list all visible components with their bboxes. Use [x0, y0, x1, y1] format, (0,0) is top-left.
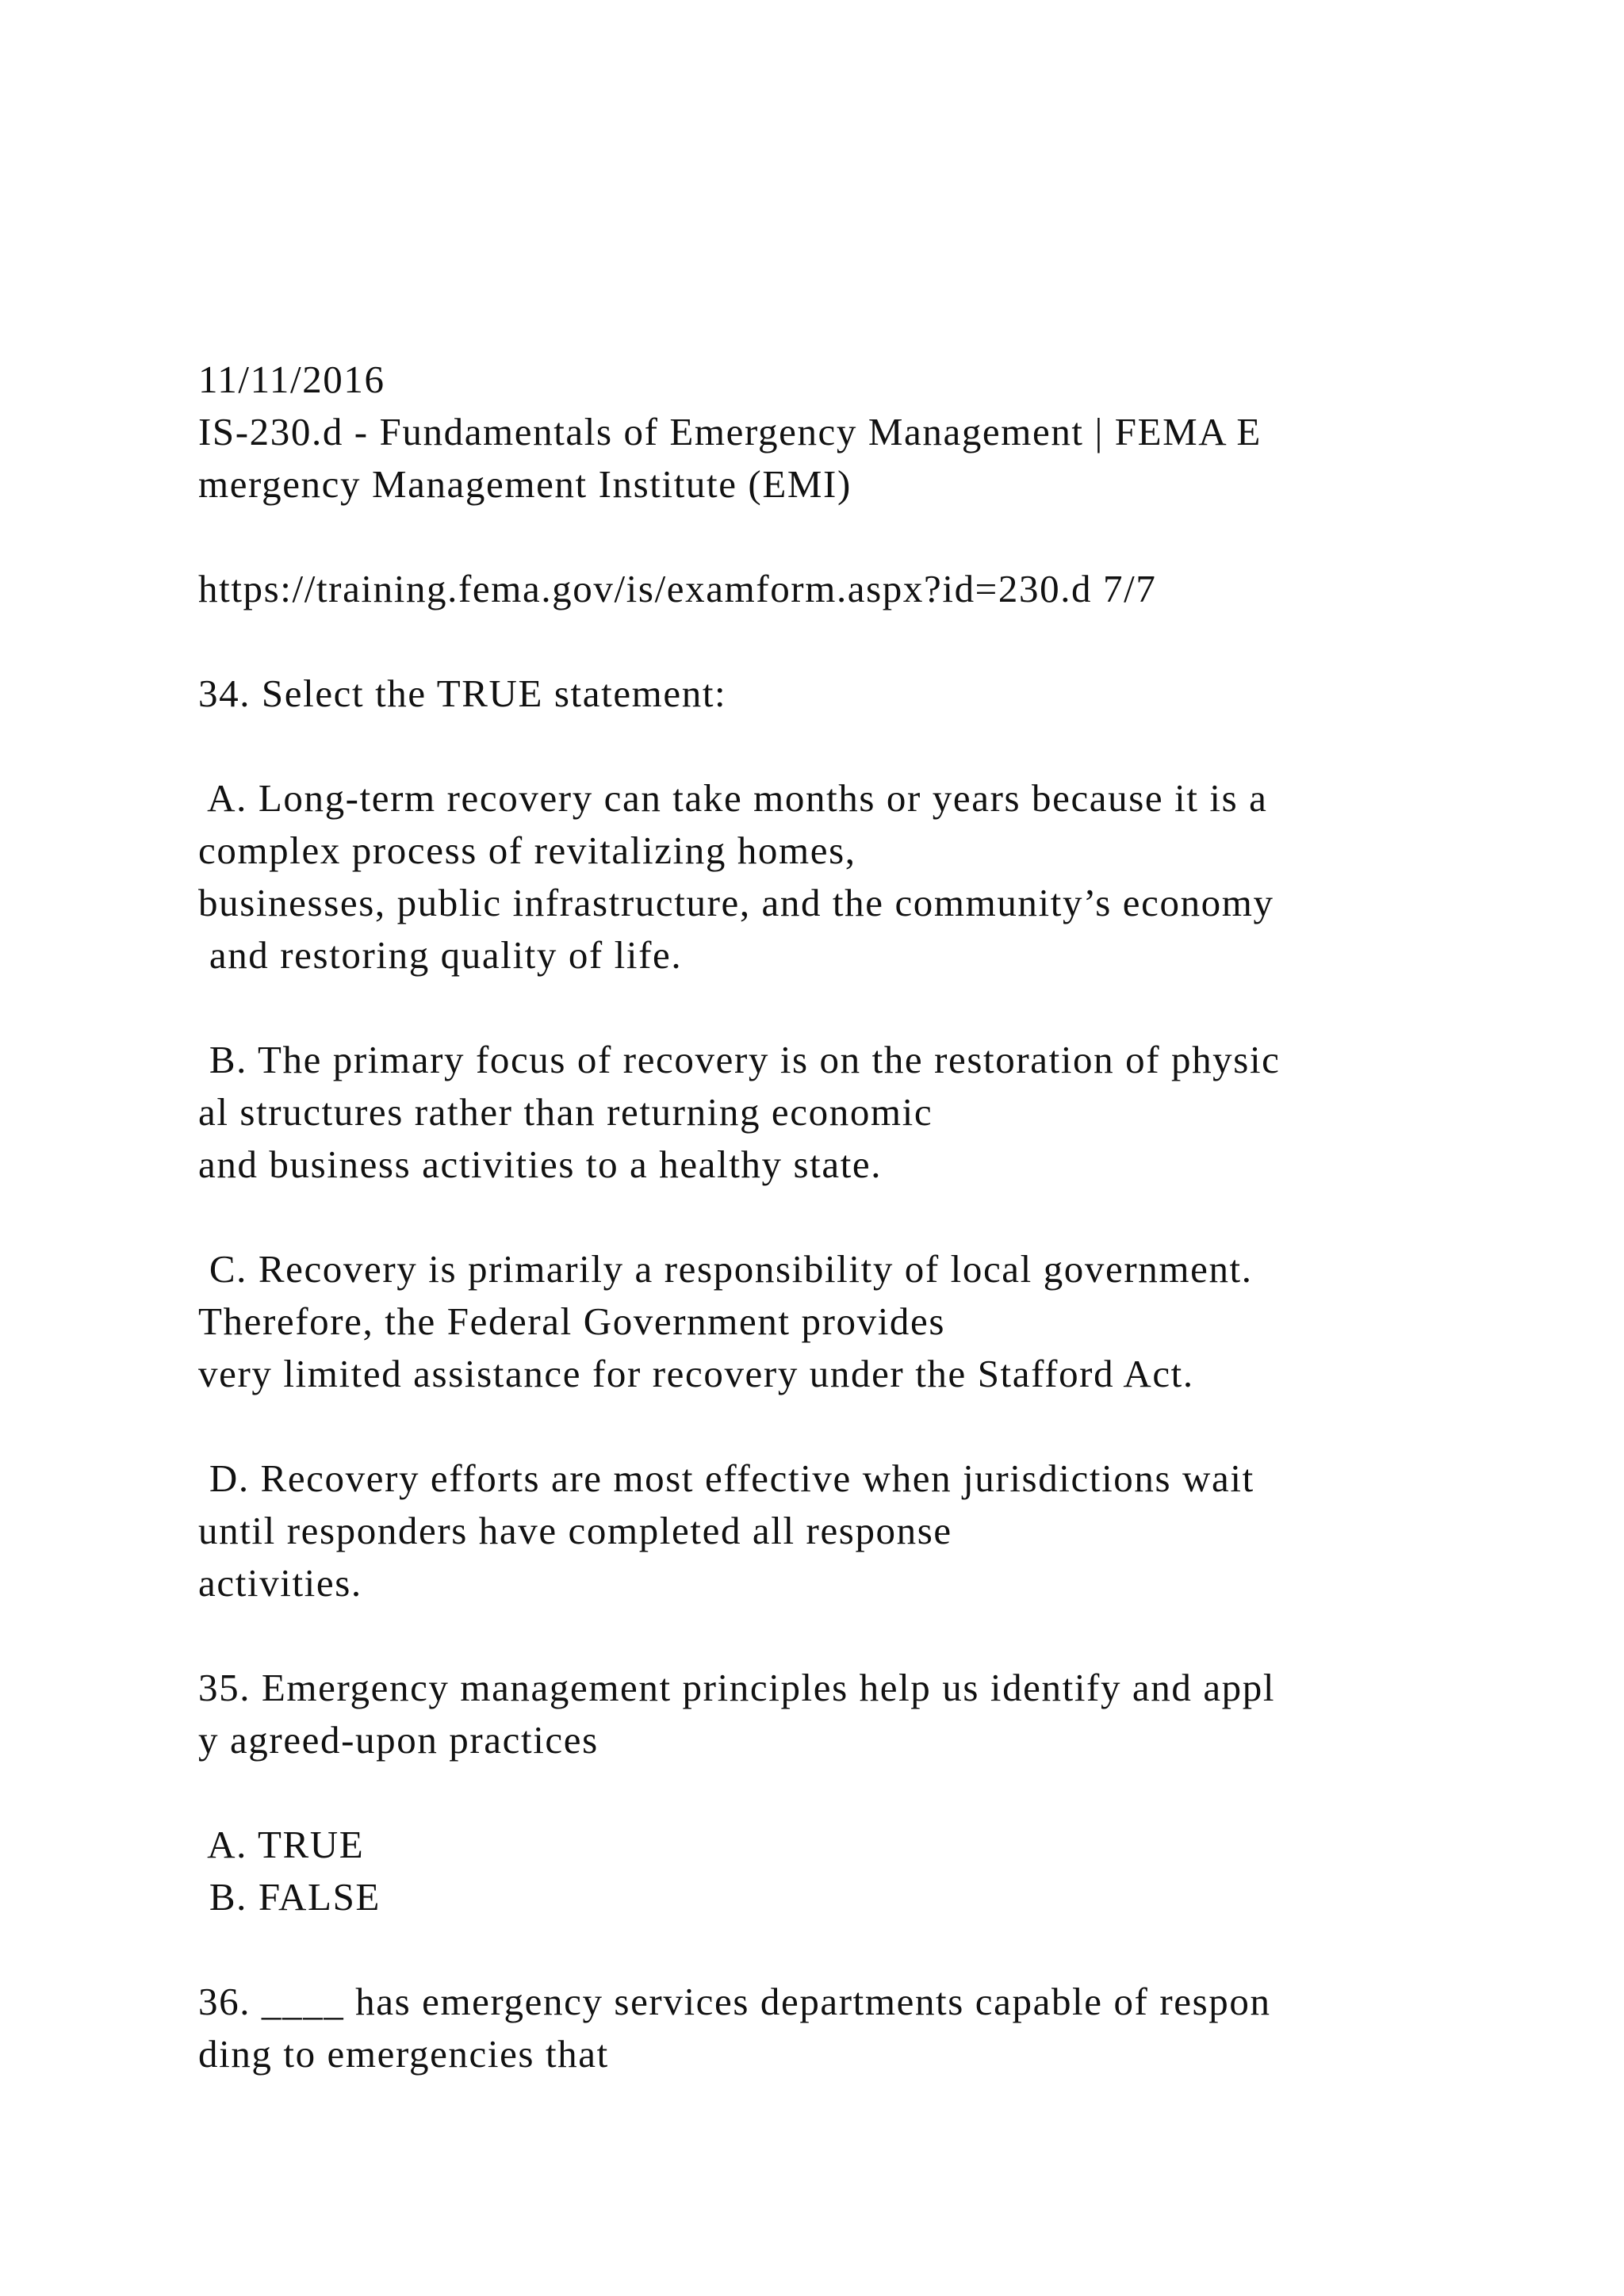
question-34-option-a-line: A. Long-term recovery can take months or years because it is a — [198, 776, 1268, 820]
question-35-option-a: A. TRUE — [198, 1823, 365, 1866]
question-34-option-b-line: al structures rather than returning economic — [198, 1090, 933, 1134]
question-34-option-d-line: activities. — [198, 1561, 362, 1605]
question-34-option-a-line: complex process of revitalizing homes, — [198, 828, 856, 872]
question-34-option-d-line: D. Recovery efforts are most effective when jurisdictions wait — [198, 1456, 1254, 1500]
question-34-prompt: 34. Select the TRUE statement: — [198, 672, 727, 715]
document-title-line-2: mergency Management Institute (EMI) — [198, 462, 852, 506]
question-34-option-d-line: until responders have completed all response — [198, 1509, 952, 1552]
question-34-option-b-line: B. The primary focus of recovery is on the restoration of physic — [198, 1038, 1281, 1081]
question-35-prompt-line: 35. Emergency management principles help us identify and appl — [198, 1666, 1276, 1709]
source-url-and-page: https://training.fema.gov/is/examform.aspx?id=230.d 7/7 — [198, 567, 1157, 610]
question-36-prompt-line: 36. ____ has emergency services departments capable of respon — [198, 1980, 1271, 2023]
question-34-option-c-line: Therefore, the Federal Government provides — [198, 1299, 946, 1343]
question-34-option-b-line: and business activities to a healthy state. — [198, 1142, 883, 1186]
question-34-option-c-line: C. Recovery is primarily a responsibility of local government. — [198, 1247, 1253, 1291]
question-34-option-a-line: businesses, public infrastructure, and the community’s economy — [198, 881, 1274, 924]
question-35-option-b: B. FALSE — [198, 1875, 381, 1919]
document-date: 11/11/2016 — [198, 358, 385, 401]
question-36-prompt-line: ding to emergencies that — [198, 2032, 609, 2076]
document-title-line-1: IS-230.d - Fundamentals of Emergency Management | FEMA E — [198, 410, 1262, 453]
question-34-option-a-line: and restoring quality of life. — [198, 933, 683, 977]
question-34-option-c-line: very limited assistance for recovery under the Stafford Act. — [198, 1352, 1194, 1395]
question-35-prompt-line: y agreed-upon practices — [198, 1718, 599, 1762]
